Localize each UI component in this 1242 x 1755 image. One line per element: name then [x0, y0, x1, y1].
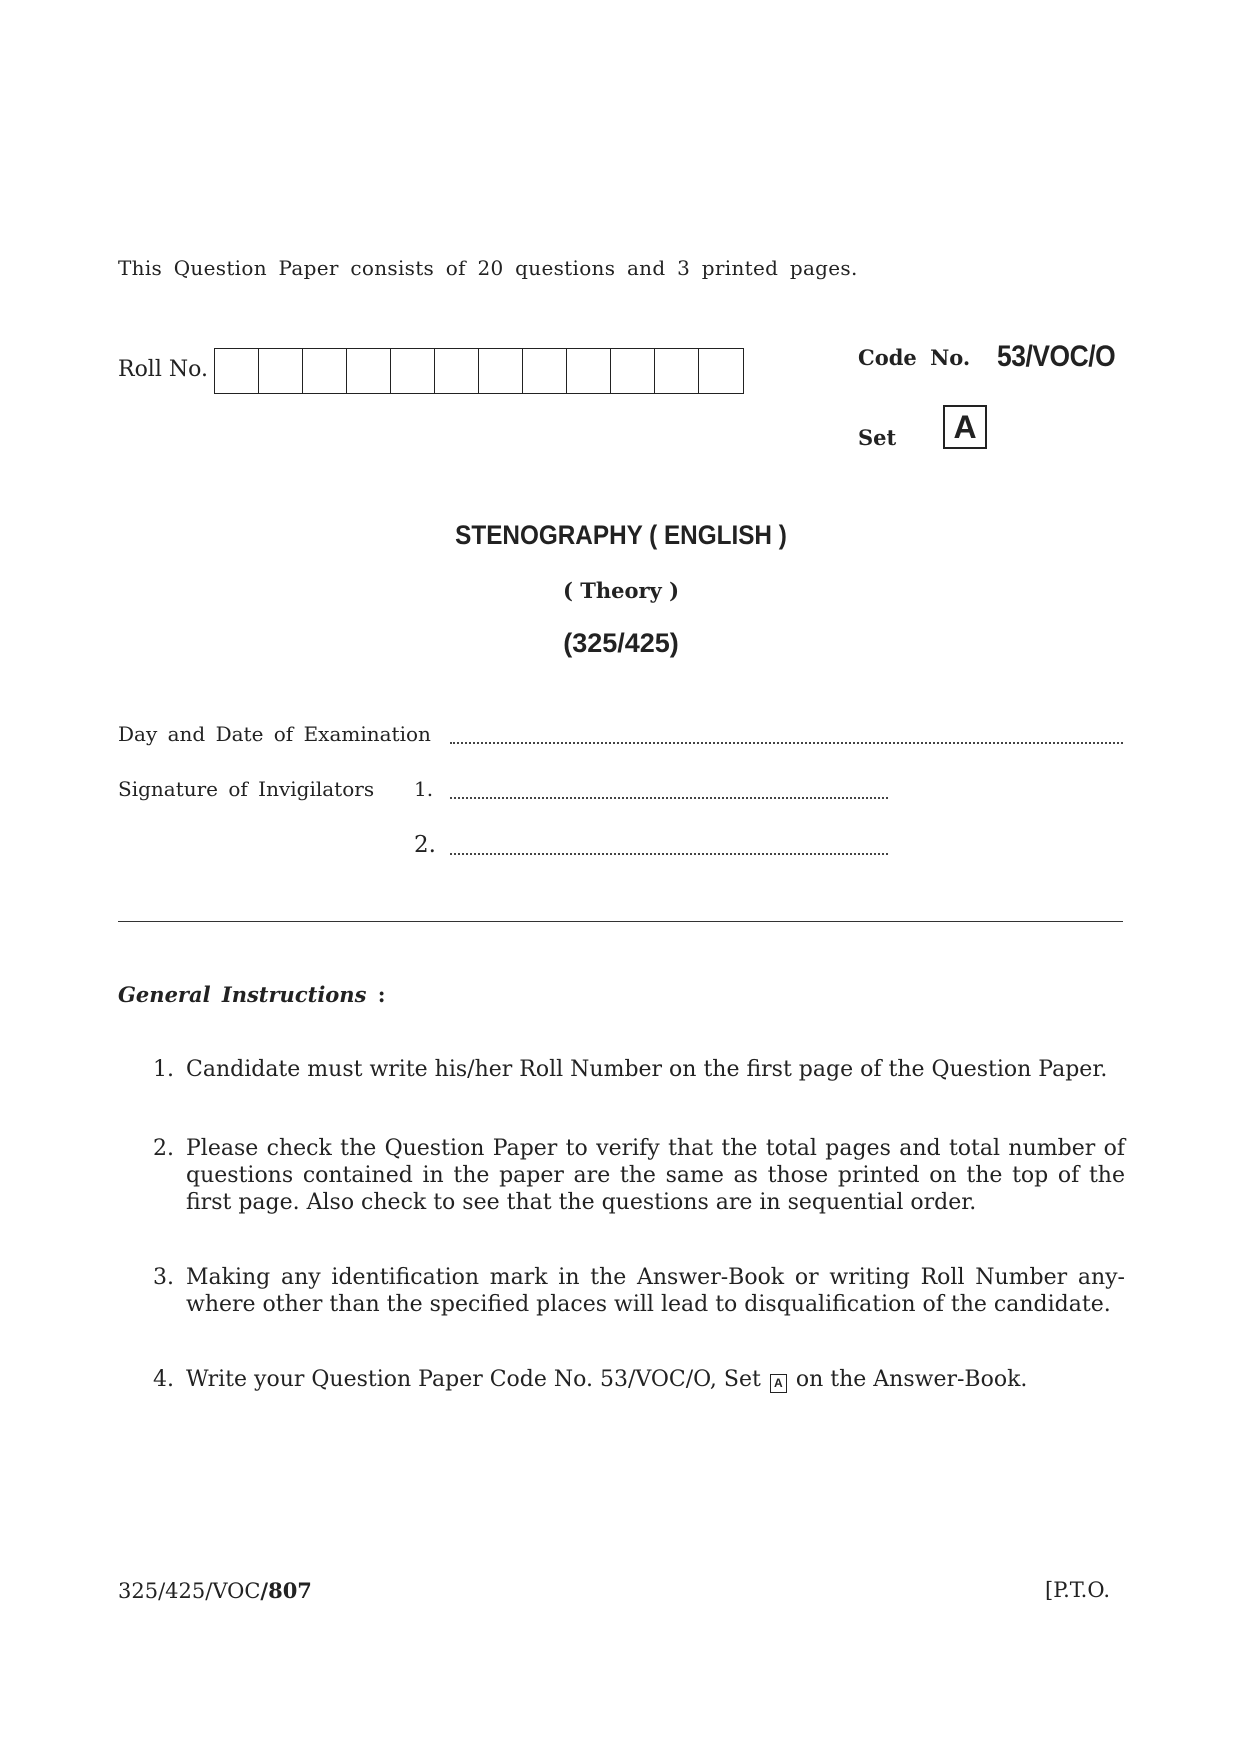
instructions-heading: [118, 982, 385, 1007]
invigilator-2-number: 2.: [414, 832, 436, 858]
instruction-item: [118, 1366, 1125, 1393]
roll-digit-box[interactable]: [567, 349, 611, 393]
roll-number-boxes[interactable]: [214, 348, 744, 394]
instruction-text-after: on the Answer-Book.: [795, 1367, 1028, 1392]
roll-digit-box[interactable]: [391, 349, 435, 393]
set-label: Set: [858, 425, 897, 450]
invigilator-1-line[interactable]: [450, 797, 888, 799]
instructions-heading-text: General Instructions: [118, 982, 367, 1007]
roll-digit-box[interactable]: [435, 349, 479, 393]
roll-digit-box[interactable]: [347, 349, 391, 393]
paper-type: ( Theory ): [562, 578, 680, 603]
instruction-text: Please check the Question Paper to verify that the total pages and total number of questions contained in the paper are the same as those printed on the top of the first page. Also check to see that the questions are in sequential order.: [186, 1136, 1125, 1215]
instruction-item: [118, 1056, 1125, 1083]
exam-date-line[interactable]: [450, 742, 1123, 744]
roll-digit-box[interactable]: [699, 349, 743, 393]
code-label: Code No.: [858, 345, 971, 370]
subject-title: STENOGRAPHY ( ENGLISH ): [455, 520, 787, 550]
exam-date-label: Day and Date of Examination: [118, 722, 431, 746]
roll-digit-box[interactable]: [523, 349, 567, 393]
invigilators-label: Signature of Invigilators: [118, 777, 375, 801]
paper-codes: (325/425): [563, 628, 679, 658]
instructions-heading-colon: :: [377, 982, 386, 1007]
roll-digit-box[interactable]: [611, 349, 655, 393]
instruction-text: [186, 1366, 1125, 1393]
footer-pto: [P.T.O.: [1045, 1578, 1110, 1602]
set-mini-box: A: [770, 1374, 787, 1393]
invigilator-1-number: 1.: [414, 777, 434, 801]
instruction-text: Making any identification mark in the Answer-Book or writing Roll Number any-where other than the specified places will lead to disqualification of the candidate.: [186, 1265, 1125, 1317]
roll-digit-box[interactable]: [303, 349, 347, 393]
instruction-number: 3.: [153, 1265, 174, 1290]
instruction-number: 4.: [153, 1367, 174, 1392]
roll-digit-box[interactable]: [655, 349, 699, 393]
instruction-item: [118, 1135, 1125, 1216]
footer-code: [118, 1578, 312, 1603]
instruction-number: 1.: [153, 1057, 174, 1082]
set-value-box: A: [943, 405, 987, 449]
instruction-text-before: Write your Question Paper Code No. 53/VOC/O, Set: [186, 1367, 761, 1392]
instruction-text: Candidate must write his/her Roll Number on the first page of the Question Paper.: [186, 1057, 1108, 1082]
instruction-item: [118, 1264, 1125, 1318]
roll-digit-box[interactable]: [215, 349, 259, 393]
footer-code-bold: /807: [260, 1578, 312, 1603]
instruction-number: 2.: [153, 1136, 174, 1161]
top-note: This Question Paper consists of 20 questions and 3 printed pages.: [118, 256, 858, 280]
divider: [118, 921, 1123, 922]
roll-number-label: Roll No.: [118, 357, 208, 382]
roll-digit-box[interactable]: [259, 349, 303, 393]
invigilator-2-line[interactable]: [450, 853, 888, 855]
code-value: 53/VOC/O: [997, 340, 1116, 373]
roll-digit-box[interactable]: [479, 349, 523, 393]
footer-code-prefix: 325/425/VOC: [118, 1579, 261, 1603]
